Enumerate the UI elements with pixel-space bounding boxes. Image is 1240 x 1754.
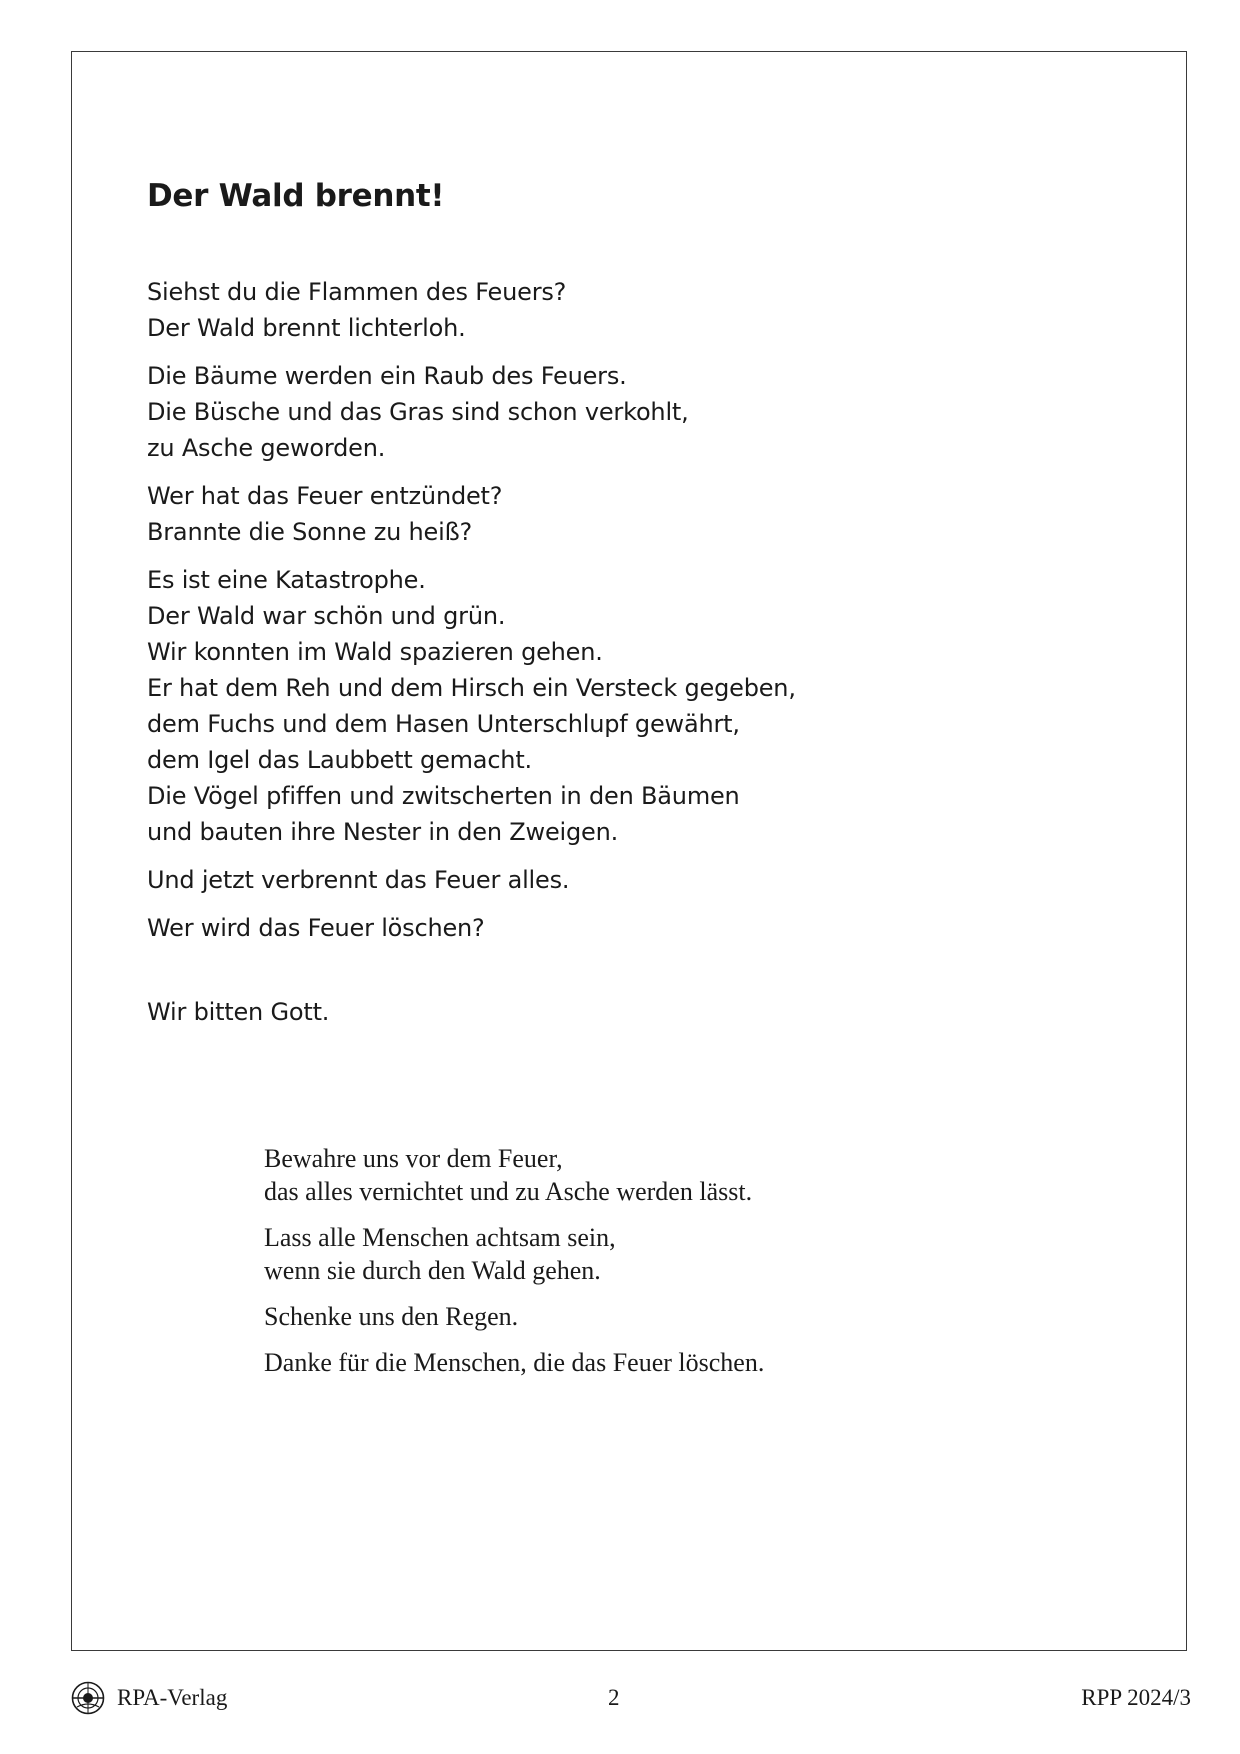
poem-line: Wir konnten im Wald spazieren gehen.: [147, 638, 603, 666]
page-number: 2: [608, 1685, 620, 1710]
poem-line: Wer hat das Feuer entzündet?: [147, 482, 503, 510]
poem-line: Die Vögel pfiffen und zwitscherten in den Bäumen: [147, 782, 740, 810]
publisher-brand: [71, 1678, 227, 1718]
poem-line: zu Asche geworden.: [147, 434, 386, 462]
poem-line: Der Wald brennt lichterloh.: [147, 314, 466, 342]
prayer-line: Bewahre uns vor dem Feuer,: [264, 1144, 563, 1173]
prayer-line: Lass alle Menschen achtsam sein,: [264, 1223, 616, 1252]
prayer: [264, 1142, 1064, 1392]
prayer-line: Schenke uns den Regen.: [264, 1302, 519, 1331]
poem-line: Die Büsche und das Gras sind schon verkohlt,: [147, 398, 689, 426]
poem-stanza: [147, 274, 1047, 346]
poem-line: Er hat dem Reh und dem Hirsch ein Versteck gegeben,: [147, 674, 796, 702]
poem-line: Siehst du die Flammen des Feuers?: [147, 278, 567, 306]
publisher-name: RPA-Verlag: [117, 1685, 228, 1710]
poem-line: Der Wald war schön und grün.: [147, 602, 506, 630]
poem: [147, 274, 1047, 1042]
prayer-line: Danke für die Menschen, die das Feuer löschen.: [264, 1348, 765, 1377]
page-footer: [71, 1678, 1191, 1718]
poem-stanza: [147, 910, 1047, 946]
rpa-logo-icon: [71, 1681, 105, 1715]
poem-line: Und jetzt verbrennt das Feuer alles.: [147, 866, 570, 894]
poem-stanza: [147, 994, 1047, 1030]
poem-line: Die Bäume werden ein Raub des Feuers.: [147, 362, 627, 390]
poem-line: dem Fuchs und dem Hasen Unterschlupf gewährt,: [147, 710, 740, 738]
prayer-stanza: [264, 1142, 1064, 1208]
page-title: Der Wald brennt!: [147, 178, 445, 214]
poem-line: und bauten ihre Nester in den Zweigen.: [147, 818, 619, 846]
poem-stanza: [147, 358, 1047, 466]
poem-stanza: [147, 478, 1047, 550]
prayer-line: das alles vernichtet und zu Asche werden lässt.: [264, 1177, 753, 1206]
prayer-stanza: [264, 1221, 1064, 1287]
issue-label: RPP 2024/3: [1081, 1685, 1191, 1710]
poem-stanza: [147, 862, 1047, 898]
poem-stanza: [147, 562, 1047, 850]
prayer-stanza: [264, 1300, 1064, 1333]
poem-line: Wir bitten Gott.: [147, 998, 330, 1026]
prayer-line: wenn sie durch den Wald gehen.: [264, 1256, 601, 1285]
poem-line: dem Igel das Laubbett gemacht.: [147, 746, 532, 774]
poem-line: Brannte die Sonne zu heiß?: [147, 518, 473, 546]
poem-line: Wer wird das Feuer löschen?: [147, 914, 485, 942]
poem-line: Es ist eine Katastrophe.: [147, 566, 426, 594]
prayer-stanza: [264, 1346, 1064, 1379]
